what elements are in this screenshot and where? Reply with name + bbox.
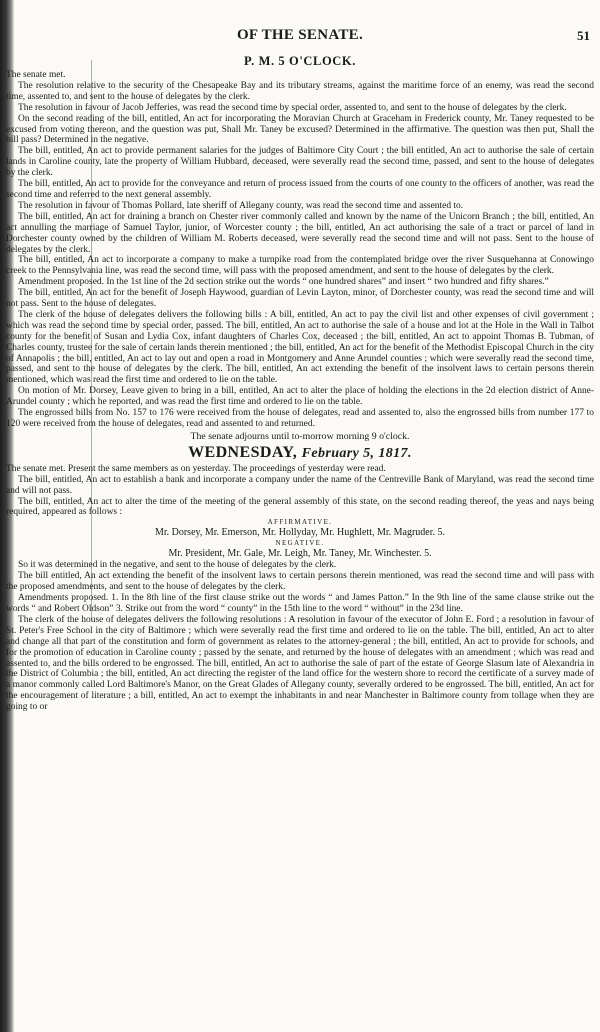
session-time-heading: P. M. 5 O'CLOCK. (244, 54, 356, 68)
paragraph: The bill, entitled, An act to alter the time of the meeting of the general assembly of this state, on the second reading thereof, the yeas and nays being required, appeared as follows : (6, 496, 594, 518)
wednesday-proceedings (6, 464, 594, 713)
paragraph: The senate met. Present the same members as on yesterday. The proceedings of yesterday were read. (6, 463, 386, 474)
adjournment-line: The senate adjourns until to-morrow morning 9 o'clock. (190, 430, 410, 442)
negative-names: Mr. President, Mr. Gale, Mr. Leigh, Mr. Taney, Mr. Winchester. 5. (168, 548, 432, 560)
paragraph: The bill, entitled, An act to provide for the conveyance and return of process issued from the courts of one county to the officers of another, was read the second time and referred to the next general assembly. (6, 179, 594, 200)
paragraph: The bill, entitled, An act to establish a bank and incorporate a company under the name of the Centreville Bank of Maryland, was read the second time and will not pass. (6, 474, 594, 496)
negative-label: NEGATIVE. (275, 539, 325, 548)
paragraph: So it was determined in the negative, and sent to the house of delegates by the clerk. (18, 560, 337, 571)
paragraph: Amendments proposed. 1. In the 8th line of the first clause strike out the words “ and James Patton.” In the 9th line of the same clause strike out the words “ and Robert Oldson” 3. Strike out from the word “ county” in the 15th line to the word “ without” in the 23d line. (6, 593, 594, 614)
paragraph: The bill entitled, An act extending the benefit of the insolvent laws to certain persons therein mentioned, was read the second time and will pass with the proposed amendments, and sent to the house of delegates by the clerk. (6, 571, 594, 593)
affirmative-names: Mr. Dorsey, Mr. Emerson, Mr. Hollyday, Mr. Hughlett, Mr. Magruder. 5. (154, 527, 446, 539)
day-heading-weekday: WEDNESDAY, (188, 443, 298, 461)
day-heading (6, 444, 594, 463)
paragraph: The resolution in favour of Jacob Jefferies, was read the second time by special order, assented to, and sent to the house of delegates by the clerk. (18, 102, 567, 113)
paragraph: On motion of Mr. Dorsey, Leave given to bring in a bill, entitled, An act to alter the place of holding the elections in the 2d election district of Anne-Arundel county ; which he reported, and was read the first time and ordered to lie on the table. (6, 386, 594, 408)
paragraph: The bill, entitled, An act for draining a branch on Chester river commonly called and known by the name of the Unicorn Branch ; the bill, entitled, An act annulling the marriage of Samuel Taylor, junior, of Worcester county ; the bill, entitled, An act authorising the sale of a tract or parcel of land in Dorchester county owned by the children of William M. Roberts deceased, were severally read the second time and will not pass. Sent to the house of delegates by the clerk. (6, 211, 594, 255)
page-number: 51 (577, 28, 590, 43)
paragraph: The engrossed bills from No. 157 to 176 were received from the house of delegates, read and assented to, also the engrossed bills from number 177 to 120 were received from the house of delegates, read and assented to and returned. (6, 408, 594, 429)
paragraph: The bill, entitled, An act to incorporate a company to make a turnpike road from the contemplated bridge over the river Susquehanna at Conowingo creek to the Pennsylvania line, was read the second time, will pass with the proposed amendment, and sent to the house of delegates by the clerk. (6, 255, 594, 277)
paragraph: On the second reading of the bill, entitled, An act for incorporating the Moravian Church at Graceham in Frederick county, Mr. Taney requested to be excused from voting thereon, and the question was put, Shall Mr. Taney be excused? Determined in the affirmative. The question was then put, Shall the bill pass? Determined in the negative. (6, 113, 594, 146)
paragraph: The bill, entitled, An act to provide permanent salaries for the judges of Baltimore City Court ; the bill entitled, An act to authorise the sale of certain lands in Caroline county, late the property of William Hubbard, deceased, were severally read the second time, passed, and sent to the house of delegates by the clerk. (6, 146, 594, 179)
paragraph: Amendment proposed. In the 1st line of the 2d section strike out the words “ one hundred shares” and insert “ two hundred and fifty shares.” (18, 277, 549, 288)
pm-proceedings (6, 70, 594, 430)
paragraph: The senate met. (6, 70, 66, 80)
paragraph: The bill, entitled, An act for the benefit of Joseph Haywood, guardian of Levin Layton, minor, of Dorchester county, was read the second time and will not pass. Sent to the house of delegates. (6, 288, 594, 310)
day-heading-date: February 5, 1817. (301, 445, 412, 461)
paragraph: The clerk of the house of delegates delivers the following resolutions : A resolution in favour of the executor of John E. Ford ; a resolution in favour of St. Peter's Free School in the city of Baltimore ; which were severally read the first time and ordered to lie on the table. The bill, entitled, An act to alter and change all that part of the constitution and form of government as relates to the attorney-general ; the bill, entitled, An act to provide for schools, and for the promotion of education in Caroline county ; passed by the senate, and returned by the house of delegates with an amendment ; which was read and assented to, and the bills ordered to be engrossed. The bill, entitled, An act to authorise the sale of part of the estate of George Slasum late of Alexandria in the District of Columbia ; the bill, entitled, An act directing the register of the land office for the western shore to record the certificate of a survey made of a manor commonly called Lord Baltimore's Manor, on the Great Glades of Allegany county, severally ordered to be engrossed. The bill, entitled, An act for the encouragement of literature ; a bill, entitled, An act to exempt the inhabitants in and near Manchester in Baltimore county from tollage when they are going to or (6, 614, 594, 713)
affirmative-label: AFFIRMATIVE. (267, 518, 333, 527)
running-title: OF THE SENATE. (236, 27, 364, 43)
running-header (6, 27, 594, 52)
paragraph: The clerk of the house of delegates delivers the following bills : A bill, entitled, An act to pay the civil list and other expenses of civil government ; which was read the second time by special order, passed. The bill, entitled, An act to authorise the sale of a house and lot at the Hole in the Wall in Talbot county for the benefit of Susan and Lydia Cox, infant daughters of Charles Cox, deceased ; the bill, entitled, An act to appoint Thomas B. Tubman, of Charles county, trustee for the sale of certain lands therein mentioned ; the bill, entitled, An act for the benefit of the Methodist Episcopal Church in the city of Annapolis ; the bill, entitled, An act to lay out and open a road in Montgomery and Anne Arundel counties ; which were severally read the second time, passed, and sent to the house of delegates by the clerk. The bill, entitled, An act extending the benefit of the insolvent laws to certain persons therein mentioned, which was read the first time and ordered to lie on the table. (6, 309, 595, 386)
paragraph: The resolution relative to the security of the Chesapeake Bay and its tributary streams, against the maritime force of an enemy, was read the second time, assented to, and sent to the house of delegates by the clerk. (6, 80, 594, 102)
paragraph: The resolution in favour of Thomas Pollard, late sheriff of Allegany county, was read the second time and assented to. (18, 200, 464, 211)
page-text-block (6, 27, 595, 713)
